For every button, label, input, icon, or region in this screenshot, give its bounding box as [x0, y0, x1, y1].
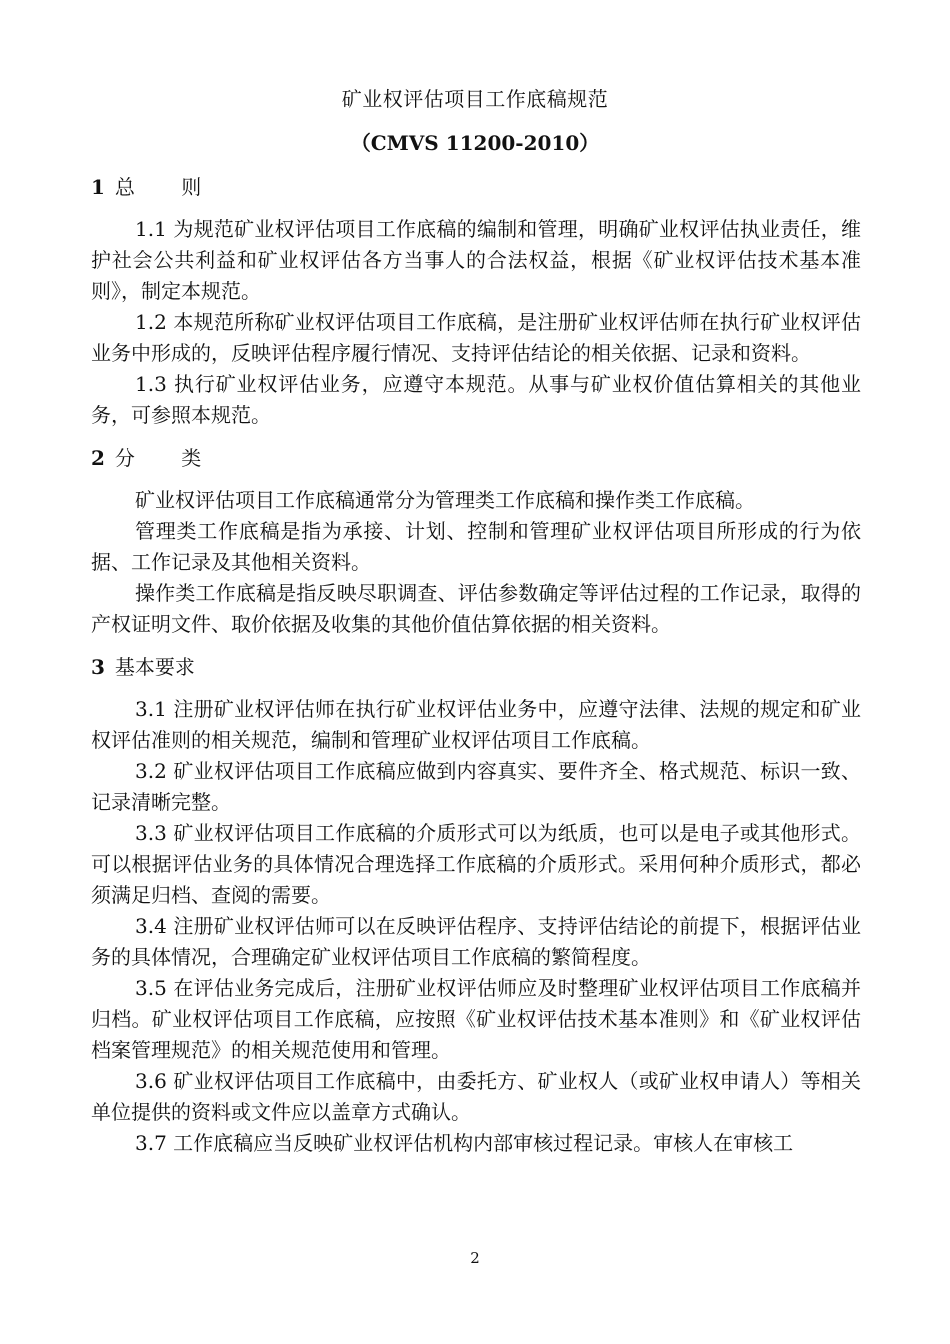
section-number: 2 — [91, 446, 105, 470]
paragraph-1-1: 1.1 为规范矿业权评估项目工作底稿的编制和管理，明确矿业权评估执业责任，维护社会公共利益和矿业权评估各方当事人的合法权益，根据《矿业权评估技术基本准则》，制定本规范。 — [91, 217, 861, 303]
paragraph-2-operation: 操作类工作底稿是指反映尽职调查、评估参数确定等评估过程的工作记录，取得的产权证明文件、取价依据及收集的其他价值估算依据的相关资料。 — [91, 581, 861, 636]
paragraph-3-5: 3.5 在评估业务完成后，注册矿业权评估师应及时整理矿业权评估项目工作底稿并归档。矿业权评估项目工作底稿，应按照《矿业权评估技术基本准则》和《矿业权评估档案管理规范》的相关规范使用和管理。 — [91, 976, 861, 1062]
section-title: 基本要求 — [114, 655, 195, 679]
section-number: 1 — [91, 175, 105, 199]
document-standard-code: （CMVS 11200-2010） — [350, 131, 600, 155]
section-number: 3 — [91, 655, 105, 679]
page-number: 2 — [470, 1249, 480, 1267]
paragraph-3-4: 3.4 注册矿业权评估师可以在反映评估程序、支持评估结论的前提下，根据评估业务的具体情况，合理确定矿业权评估项目工作底稿的繁简程度。 — [91, 914, 861, 969]
section-heading-basic-requirements — [91, 652, 861, 690]
paragraph-3-1: 3.1 注册矿业权评估师在执行矿业权评估业务中，应遵守法律、法规的规定和矿业权评估准则的相关规范，编制和管理矿业权评估项目工作底稿。 — [91, 697, 861, 752]
section-heading-general — [91, 172, 861, 210]
paragraph-3-2: 3.2 矿业权评估项目工作底稿应做到内容真实、要件齐全、格式规范、标识一致、记录清晰完整。 — [91, 759, 861, 814]
paragraph-2-management: 管理类工作底稿是指为承接、计划、控制和管理矿业权评估项目所形成的行为依据、工作记录及其他相关资料。 — [91, 519, 861, 574]
document-body — [91, 172, 861, 1159]
paragraph-3-7: 3.7 工作底稿应当反映矿业权评估机构内部审核过程记录。审核人在审核工 — [135, 1131, 794, 1155]
section-title: 分 类 — [114, 446, 222, 470]
section-title: 总 则 — [114, 175, 222, 199]
paragraph-3-3: 3.3 矿业权评估项目工作底稿的介质形式可以为纸质，也可以是电子或其他形式。可以根据评估业务的具体情况合理选择工作底稿的介质形式。采用何种介质形式，都必须满足归档、查阅的需要。 — [91, 821, 861, 907]
paragraph-1-2: 1.2 本规范所称矿业权评估项目工作底稿，是注册矿业权评估师在执行矿业权评估业务中形成的，反映评估程序履行情况、支持评估结论的相关依据、记录和资料。 — [91, 310, 861, 365]
section-heading-classification — [91, 443, 861, 481]
paragraph-2-intro: 矿业权评估项目工作底稿通常分为管理类工作底稿和操作类工作底稿。 — [135, 488, 755, 512]
paragraph-1-3: 1.3 执行矿业权评估业务，应遵守本规范。从事与矿业权价值估算相关的其他业务，可参照本规范。 — [91, 372, 861, 427]
document-title: 矿业权评估项目工作底稿规范 — [341, 87, 609, 111]
paragraph-3-6: 3.6 矿业权评估项目工作底稿中，由委托方、矿业权人（或矿业权申请人）等相关单位提供的资料或文件应以盖章方式确认。 — [91, 1069, 861, 1124]
